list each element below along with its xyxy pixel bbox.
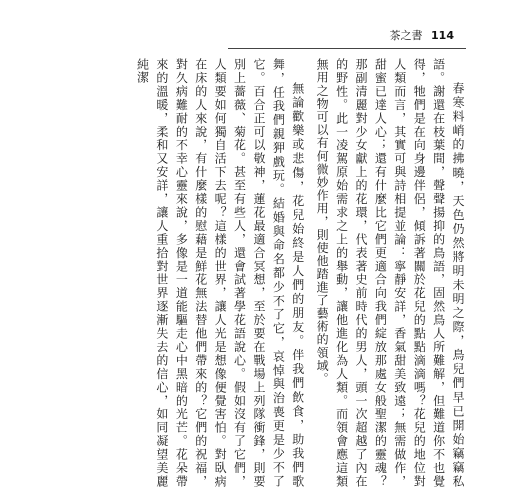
header-divider bbox=[228, 48, 466, 49]
vertical-body-text bbox=[51, 58, 467, 488]
page-number: 114 bbox=[431, 29, 454, 42]
paragraph-1: 春寒料峭的拂曉，天色仍然將明未明之際，鳥兒們早已開始竊竊私語。謝還在枝葉間，聲聲揚抑的鳥語，固然鳥人所難解，但難道你不也覺得，牠們是在向身邊伴侶，傾訴著關於花兒的點點滴滴嗎？花兒的地位對人類而言，其實可與詩相提並論：寧靜安詳，香氣甜美致遠；無需做作，甜蜜已達人心；還有什麼比它們更適合向我們綻放那處女般聖潔的靈魂？那副清麗對少女獻上的花環，代表著史前時代的男人，頭一次超越了內在的野性。此一凌駕原始需求之上的舉動，讓他進化為人類。而領會應這類無用之物可以有何微妙作用，則使他踏進了藝術的領域。 bbox=[315, 58, 465, 488]
chapter-title: 茶之書 bbox=[389, 29, 423, 42]
paragraph-2: 無論歡樂或悲傷，花兒始終是人們的朋友。伴我們飲食，助我們歌舞，任我們親狎戲玩。結婚與命名都少不了它，哀悼與治喪更是少不了它。百合正可以敬神，蓮花最適合冥想，至於要在戰場上列隊衝鋒，則要別上薔薇、菊花。甚至有些人，還會試著學花語說心。假如沒有了它們，人類要如何獨自活下去呢？這樣的世界，讓人光是想像便覺害怕。對臥病在床的人來說，有什麼樣的慰藉是鮮花無法替他們帶來的？它們的祝福，對久病難耐的不幸心靈來說，多像是一道能驅走心中黑暗的光芒。花朵帶來的溫暖，柔和又安詳，讓人重拾對世界逐漸失去的信心，如同凝望美麗純潔 bbox=[135, 58, 305, 488]
running-header bbox=[390, 27, 454, 43]
